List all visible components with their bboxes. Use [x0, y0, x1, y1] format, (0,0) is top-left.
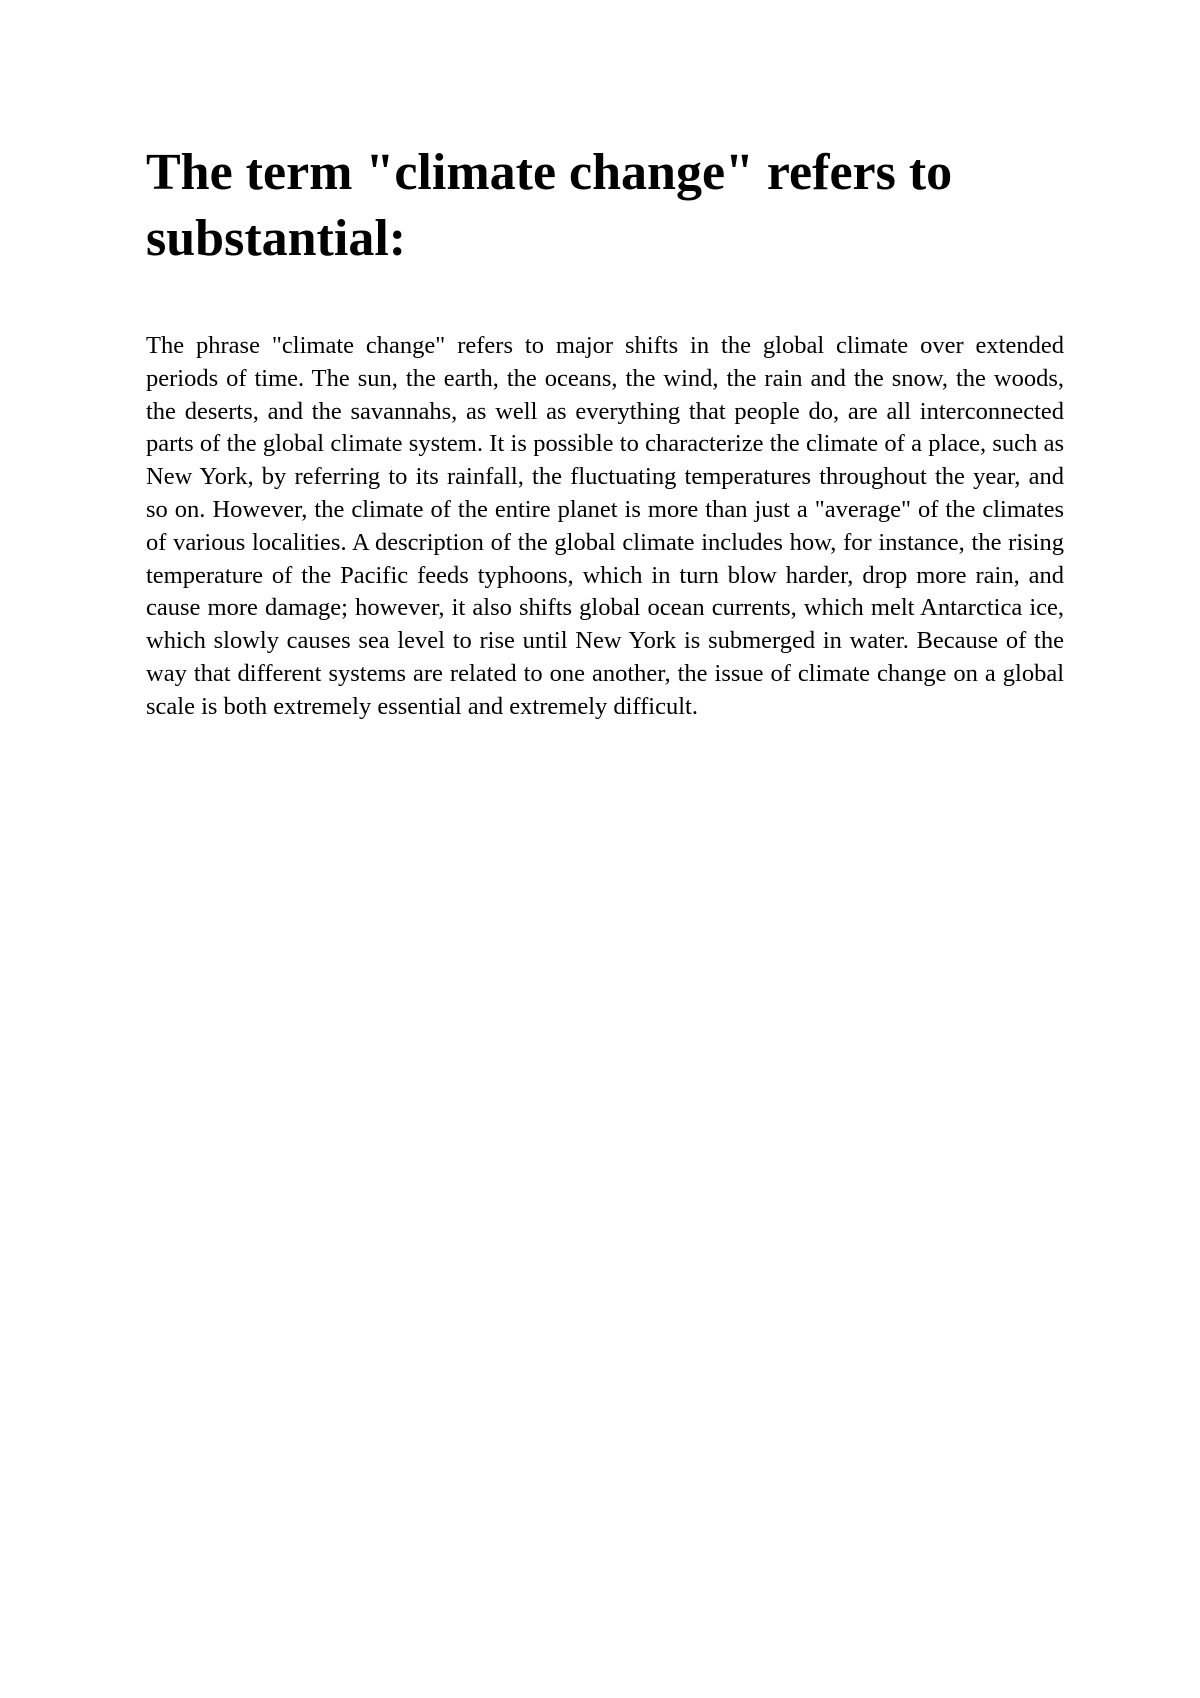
document-content	[146, 140, 1064, 724]
document-title: The term "climate change" refers to substantial:	[146, 144, 953, 267]
document-body-paragraph: The phrase "climate change" refers to major shifts in the global climate over extended periods of time. The sun, the earth, the oceans, the wind, the rain and the snow, the woods, the deserts, and the savannahs, as well as everything that people do, are all interconnected parts of the global climate system. It is possible to characterize the climate of a place, such as New York, by referring to its rainfall, the fluctuating temperatures throughout the year, and so on. However, the climate of the entire planet is more than just a "average" of the climates of various localities. A description of the global climate includes how, for instance, the rising temperature of the Pacific feeds typhoons, which in turn blow harder, drop more rain, and cause more damage; however, it also shifts global ocean currents, which melt Antarctica ice, which slowly causes sea level to rise until New York is submerged in water. Because of the way that different systems are related to one another, the issue of climate change on a global scale is both extremely essential and extremely difficult.	[146, 332, 1064, 720]
